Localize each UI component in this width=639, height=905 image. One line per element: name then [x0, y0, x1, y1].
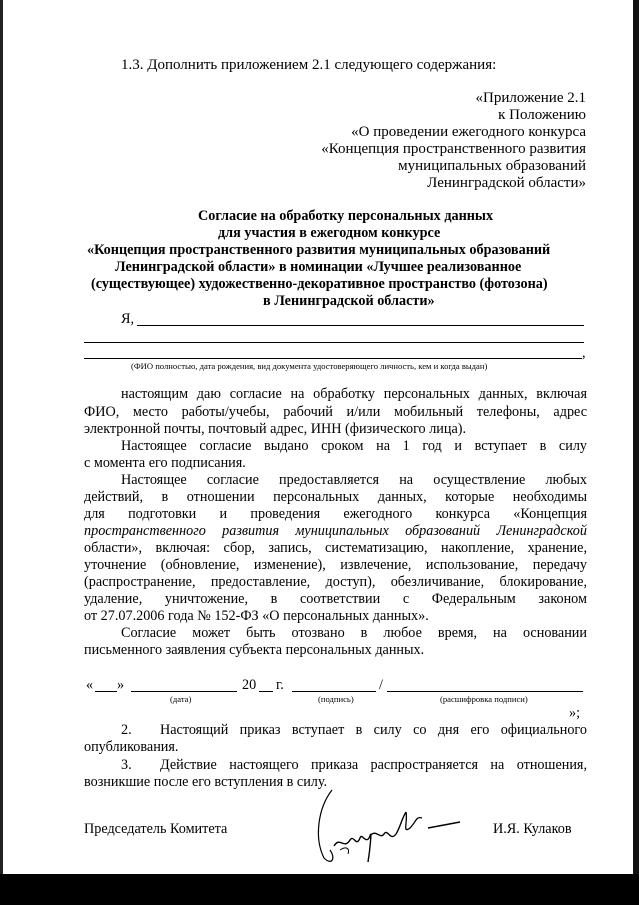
consent-title-line: Согласие на обработку персональных данных: [198, 208, 494, 224]
appendix-header-line: «О проведении ежегодного конкурса: [351, 124, 586, 140]
year-suffix: г.: [276, 677, 284, 693]
body-line: настоящим даю согласие на обработку персональных данных, включая: [121, 386, 587, 402]
slash: /: [379, 677, 383, 693]
consent-title-line: «Концепция пространственного развития муниципальных образований: [87, 242, 551, 258]
order-item-line: опубликования.: [84, 739, 179, 755]
open-quote: «: [86, 677, 94, 693]
body-line: с момента его подписания.: [84, 455, 246, 471]
order-item-number: 3.: [121, 757, 132, 773]
scan-right-edge: [633, 0, 639, 874]
body-line: Согласие может быть отозвано в любое время, на основании: [121, 625, 587, 641]
comma: ,: [582, 345, 586, 361]
decoding-caption: (расшифровка подписи): [440, 694, 528, 704]
order-item-line: Действие настоящего приказа распространяется на отношения,: [160, 757, 587, 773]
day-input-line[interactable]: [95, 691, 117, 692]
consent-title-line: для участия в ежегодном конкурсе: [218, 225, 441, 241]
body-line: от 27.07.2006 года № 152-ФЗ «О персональных данных».: [84, 608, 429, 624]
ya-label: Я,: [121, 311, 135, 327]
section-heading: 1.3. Дополнить приложением 2.1 следующего содержания:: [121, 57, 497, 73]
decoding-input-line[interactable]: [387, 691, 583, 692]
scan-left-edge: [0, 0, 3, 874]
closing-quote: »;: [569, 705, 581, 721]
body-line: электронной почты, почтовый адрес, ИНН (физического лица).: [84, 421, 467, 437]
handwritten-signature: [310, 788, 470, 868]
order-item-number: 2.: [121, 722, 132, 738]
signer-name: И.Я. Кулаков: [493, 821, 572, 837]
body-line-italic: пространственного развития муниципальных образований Ленинградской: [84, 523, 587, 539]
signature-input-line[interactable]: [292, 691, 376, 692]
fio-input-line-2[interactable]: [84, 342, 584, 343]
fio-caption: (ФИО полностью, дата рождения, вид документа удостоверяющего личность, кем и когда выдан): [131, 361, 488, 371]
order-item-line: Настоящий приказ вступает в силу со дня его официального: [160, 722, 587, 738]
year-input-line[interactable]: [259, 691, 273, 692]
body-line: для подготовки и проведения ежегодного конкурса «Концепция: [84, 506, 587, 522]
fio-input-line[interactable]: [137, 325, 584, 326]
body-line: Настоящее согласие выдано сроком на 1 год и вступает в силу: [121, 438, 587, 454]
consent-title-line: (существующее) художественно-декоративное пространство (фотозона): [91, 276, 548, 292]
fio-input-line-3[interactable]: [84, 358, 582, 359]
appendix-header-line: «Приложение 2.1: [475, 90, 586, 106]
appendix-header-line: муниципальных образований: [398, 158, 586, 174]
signature-caption: (подпись): [318, 694, 354, 704]
body-line: удаление, уничтожение, в соответствии с Федеральным законом: [84, 591, 587, 607]
signer-position: Председатель Комитета: [84, 821, 228, 837]
scan-bottom-edge: [0, 874, 639, 905]
body-line: (распространение, предоставление, доступ), обезличивание, блокирование,: [84, 574, 587, 590]
year-prefix: 20: [242, 677, 257, 693]
body-line: действий, в отношении персональных данных, которые необходимы: [84, 489, 587, 505]
body-line: ФИО, место работы/учебы, рабочий и/или мобильный телефоны, адрес: [84, 404, 587, 420]
appendix-header-line: Ленинградской области»: [427, 175, 586, 191]
close-quote: »: [117, 677, 125, 693]
order-item-line: возникшие после его вступления в силу.: [84, 774, 328, 790]
body-line: Настоящее согласие предоставляется на осуществление любых: [121, 472, 587, 488]
date-caption: (дата): [170, 694, 192, 704]
body-line: уточнение (обновление, изменение), извлечение, использование, передачу: [84, 557, 587, 573]
month-input-line[interactable]: [131, 691, 237, 692]
body-line: письменного заявления субъекта персональных данных.: [84, 642, 425, 658]
consent-title-line: в Ленинградской области»: [263, 293, 435, 309]
appendix-header-line: к Положению: [498, 107, 586, 123]
consent-title-line: Ленинградской области» в номинации «Лучшее реализованное: [115, 259, 522, 275]
appendix-header-line: «Концепция пространственного развития: [321, 141, 586, 157]
body-line: области», включая: сбор, запись, систематизацию, накопление, хранение,: [84, 540, 587, 556]
